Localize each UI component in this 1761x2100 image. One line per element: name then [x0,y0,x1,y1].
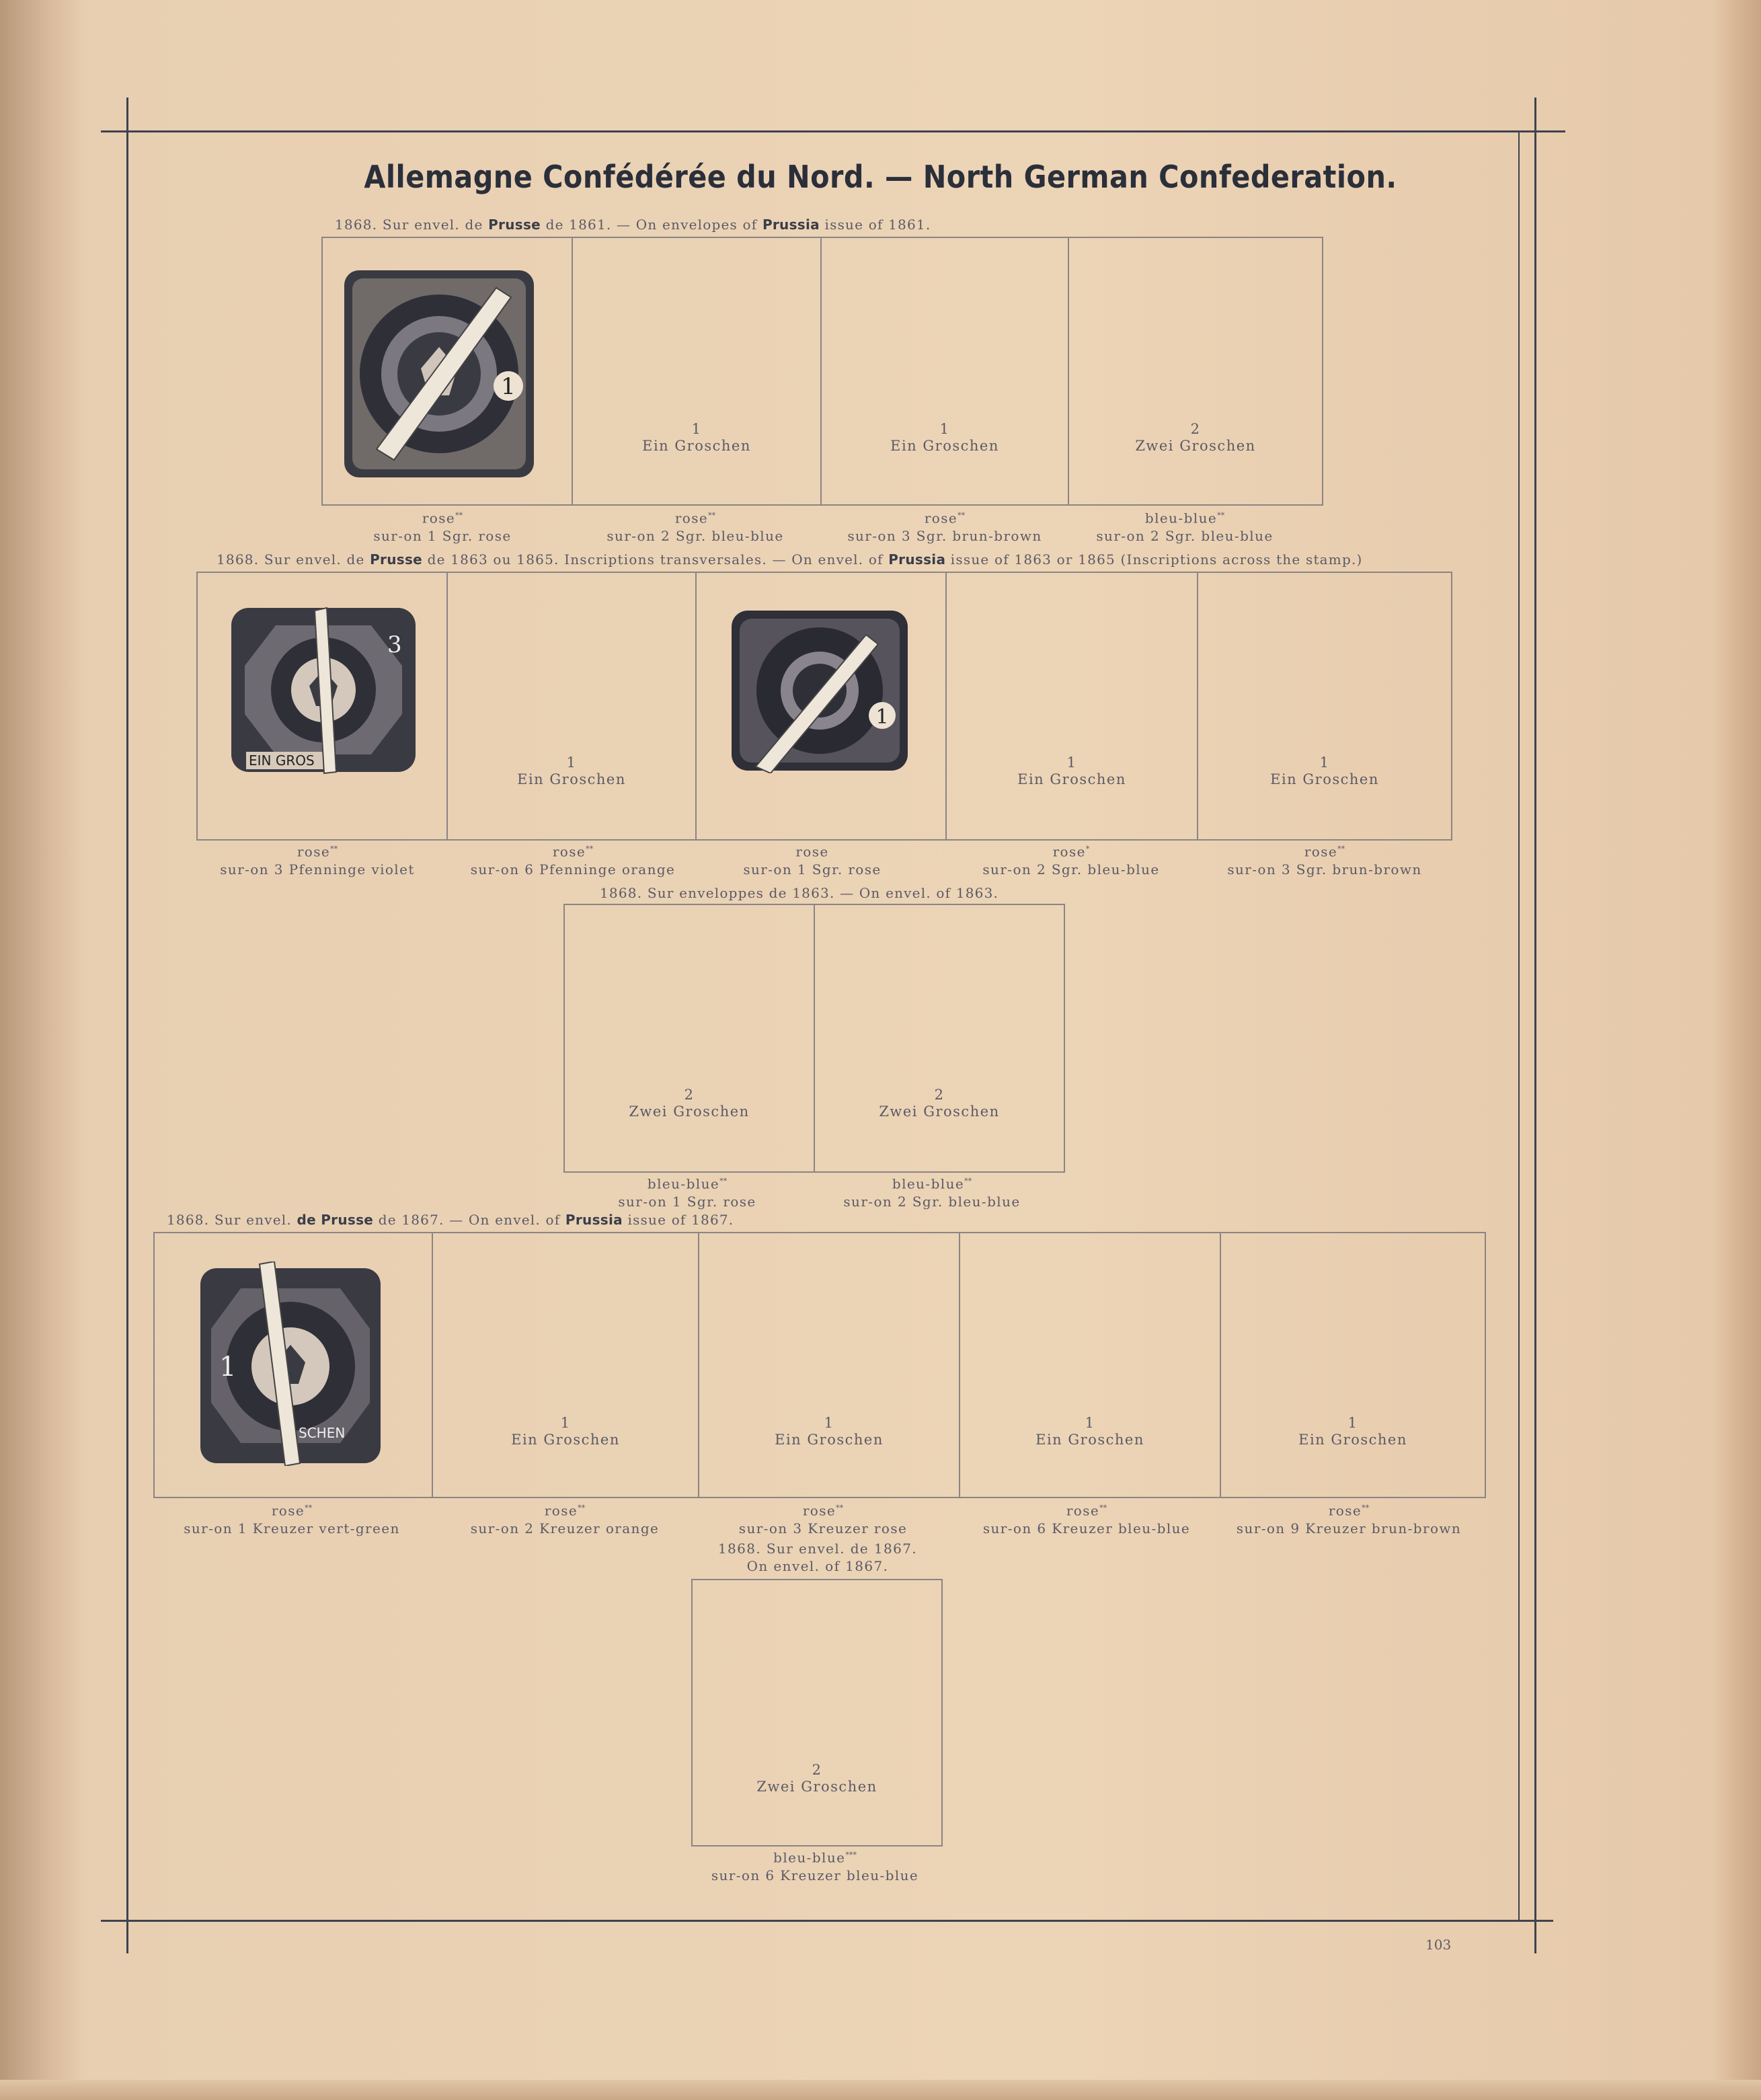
stamp-3-pfennige [229,605,418,775]
page-title: Allemagne Confédérée du Nord. — North German Confederation. [364,159,1397,195]
stamp-1-kreuzer [198,1261,383,1466]
book-spine [0,0,81,2100]
stamp-space: 2 Zwei Groschen [563,904,815,1173]
svg-text:1: 1 [219,1352,237,1383]
stamp-caption: bleu-blue** sur-on 2 Sgr. bleu-blue [1096,510,1274,544]
stamp-space: 1 Ein Groschen [820,237,1069,506]
stamp-space: 1 Ein Groschen [446,572,697,841]
stamp-space: 1 Ein Groschen [959,1232,1221,1498]
stamp-space: 2 Zwei Groschen [691,1579,943,1846]
stamp-space: 1 Ein Groschen [698,1232,960,1498]
page-edge [1714,0,1761,2100]
stamp-space [695,572,947,841]
stamp-space: 1 Ein Groschen [432,1232,699,1498]
svg-text:1: 1 [501,373,516,400]
page-number: 103 [1425,1937,1452,1953]
stamp-caption: bleu-blue*** sur-on 6 Kreuzer bleu-blue [711,1849,919,1883]
stamp-caption: rose** sur-on 9 Kreuzer brun-brown [1236,1502,1462,1537]
stamp-space [321,237,573,506]
stamp-caption: rose** sur-on 1 Sgr. rose [373,510,512,544]
svg-text:3: 3 [387,631,402,658]
stamp-caption: rose** sur-on 2 Kreuzer orange [470,1502,660,1537]
stamp-caption: rose** sur-on 6 Kreuzer bleu-blue [982,1502,1191,1537]
stamp-caption: rose** sur-on 3 Sgr. brun-brown [1227,843,1422,878]
stamp-caption: rose** sur-on 3 Pfenninge violet [220,843,415,878]
right-rule [1534,98,1536,1953]
stamp-space: 2 Zwei Groschen [1068,237,1323,506]
svg-text:EIN GROS: EIN GROS [249,752,315,769]
stamp-caption: bleu-blue** sur-on 1 Sgr. rose [618,1175,756,1210]
stamp-space: 1 Ein Groschen [945,572,1198,841]
stamp-1-sgr-1863 [729,608,910,773]
stamp-caption: rose** sur-on 3 Sgr. brun-brown [847,510,1042,544]
stamp-caption: rose** sur-on 2 Sgr. bleu-blue [606,510,784,544]
stamp-caption: rose** sur-on 6 Pfenninge orange [470,843,676,878]
section-heading: 1868. Sur envel. de Prusse de 1867. — On envel. of Prussia issue of 1867. [167,1212,734,1228]
stamp-caption: rose** sur-on 1 Kreuzer vert-green [184,1502,400,1537]
section-heading: 1868. Sur envel. de Prusse de 1863 ou 1865. Inscriptions transversales. — On envel. of Prussia issue of 1863 or 1865 (Inscriptions across the stamp.) [217,551,1363,568]
svg-text:SCHEN: SCHEN [299,1425,346,1441]
stamp-1-sgr-1861 [342,268,537,480]
stamp-space [153,1232,433,1498]
stamp-caption: rose* sur-on 2 Sgr. bleu-blue [982,843,1160,878]
bottom-rule [101,1920,1553,1922]
left-rule [126,98,128,1953]
section-heading: 1868. Sur envel. de 1867. On envel. of 1867. [717,1541,918,1574]
section-heading: 1868. Sur envel. de Prusse de 1861. — On envelopes of Prussia issue of 1861. [335,217,931,233]
stamp-caption: bleu-blue** sur-on 2 Sgr. bleu-blue [843,1175,1021,1210]
stamp-space: 1 Ein Groschen [1197,572,1452,841]
page-bottom-edge [0,2080,1761,2100]
right-rule-inner [1518,132,1520,1921]
stamp-space: 1 Ein Groschen [572,237,822,506]
top-rule [101,130,1565,132]
stamp-space: 1 Ein Groschen [1220,1232,1486,1498]
section-heading: 1868. Sur enveloppes de 1863. — On envel. of 1863. [600,885,999,901]
stamp-caption: rose sur-on 1 Sgr. rose [743,843,882,878]
stamp-caption: rose** sur-on 3 Kreuzer rose [738,1502,908,1537]
svg-text:1: 1 [875,705,889,729]
stamp-space [196,572,448,841]
stamp-space: 2 Zwei Groschen [814,904,1065,1173]
